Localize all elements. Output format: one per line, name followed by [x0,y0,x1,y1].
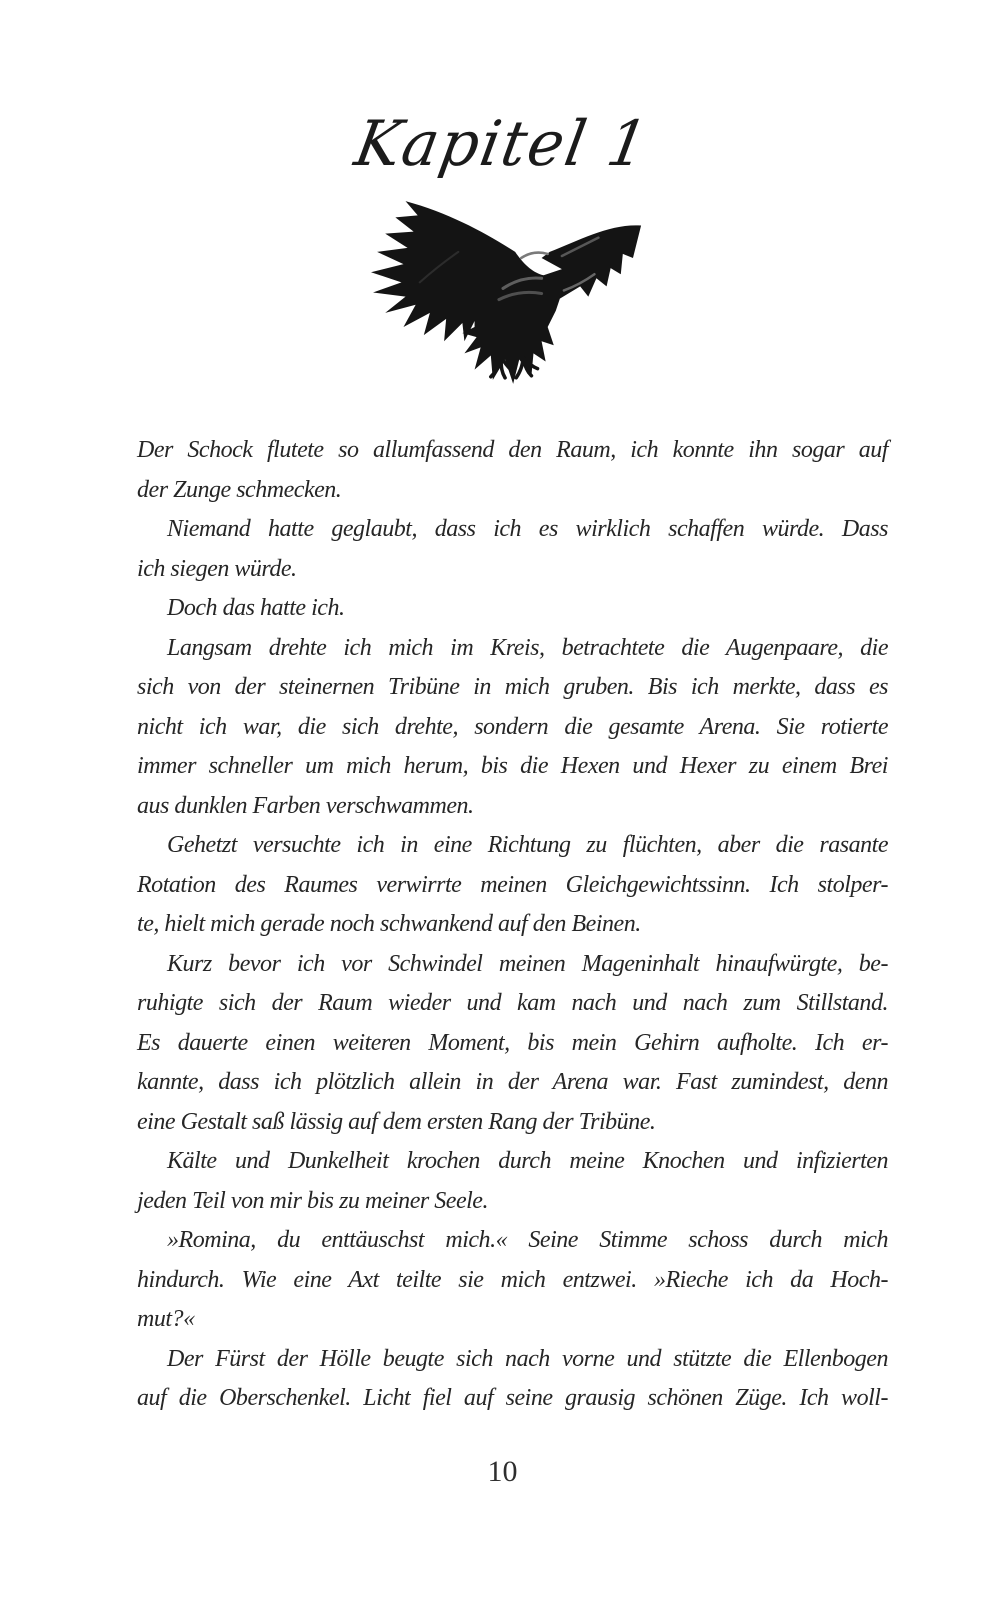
text-line: eine Gestalt saß lässig auf dem ersten Rang der Tribüne. [137,1108,656,1135]
text-line: Der Fürst der Hölle beugte sich nach vorne und stützte die Ellenbogen [167,1345,888,1372]
text-line: auf die Oberschenkel. Licht fiel auf seine grausig schönen Züge. Ich woll- [137,1385,888,1411]
text-line: Es dauerte einen weiteren Moment, bis mein Gehirn aufholte. Ich er- [137,1029,888,1056]
text-line: kannte, dass ich plötzlich allein in der Arena war. Fast zumindest, denn [137,1069,888,1095]
text-line: Niemand hatte geglaubt, dass ich es wirklich schaffen würde. Dass [167,516,888,542]
text-line: mut?« [137,1306,195,1332]
text-line: sich von der steinernen Tribüne in mich gruben. Bis ich merkte, dass es [137,674,888,700]
page-number: 10 [487,1455,518,1488]
text-line: nicht ich war, die sich drehte, sondern die gesamte Arena. Sie rotierte [137,713,888,740]
text-line: aus dunklen Farben verschwammen. [137,792,474,819]
text-line: hindurch. Wie eine Axt teilte sie mich entzwei. »Rieche ich da Hoch- [137,1266,888,1293]
chapter-title [0,98,1005,190]
text-line: Rotation des Raumes verwirrte meinen Gleichgewichtssinn. Ich stolper- [137,871,888,898]
text-line: Kurz bevor ich vor Schwindel meinen Mageninhalt hinaufwürgte, be- [167,950,888,977]
text-line: ruhigte sich der Raum wieder und kam nach und nach zum Stillstand. [137,990,888,1016]
text-line: Kälte und Dunkelheit krochen durch meine Knochen und infizierten [167,1148,888,1174]
text-line: »Romina, du enttäuschst mich.« Seine Stimme schoss durch mich [167,1227,888,1253]
text-line: Gehetzt versuchte ich in eine Richtung zu flüchten, aber die rasante [167,832,888,858]
text-line: immer schneller um mich herum, bis die Hexen und Hexer zu einem Brei [137,753,888,779]
text-line: der Zunge schmecken. [137,476,342,503]
text-line: jeden Teil von mir bis zu meiner Seele. [137,1187,488,1214]
text-line: Doch das hatte ich. [167,595,345,621]
text-line: Der Schock flutete so allumfassend den Raum, ich konnte ihn sogar auf [137,437,888,463]
raven-illustration [357,193,649,391]
chapter-title-text: Kapitel 1 [349,107,656,181]
text-line: ich siegen würde. [137,555,297,582]
body-text [137,431,888,1419]
text-line: te, hielt mich gerade noch schwankend auf den Beinen. [137,911,641,937]
text-line: Langsam drehte ich mich im Kreis, betrachtete die Augenpaare, die [167,634,888,661]
